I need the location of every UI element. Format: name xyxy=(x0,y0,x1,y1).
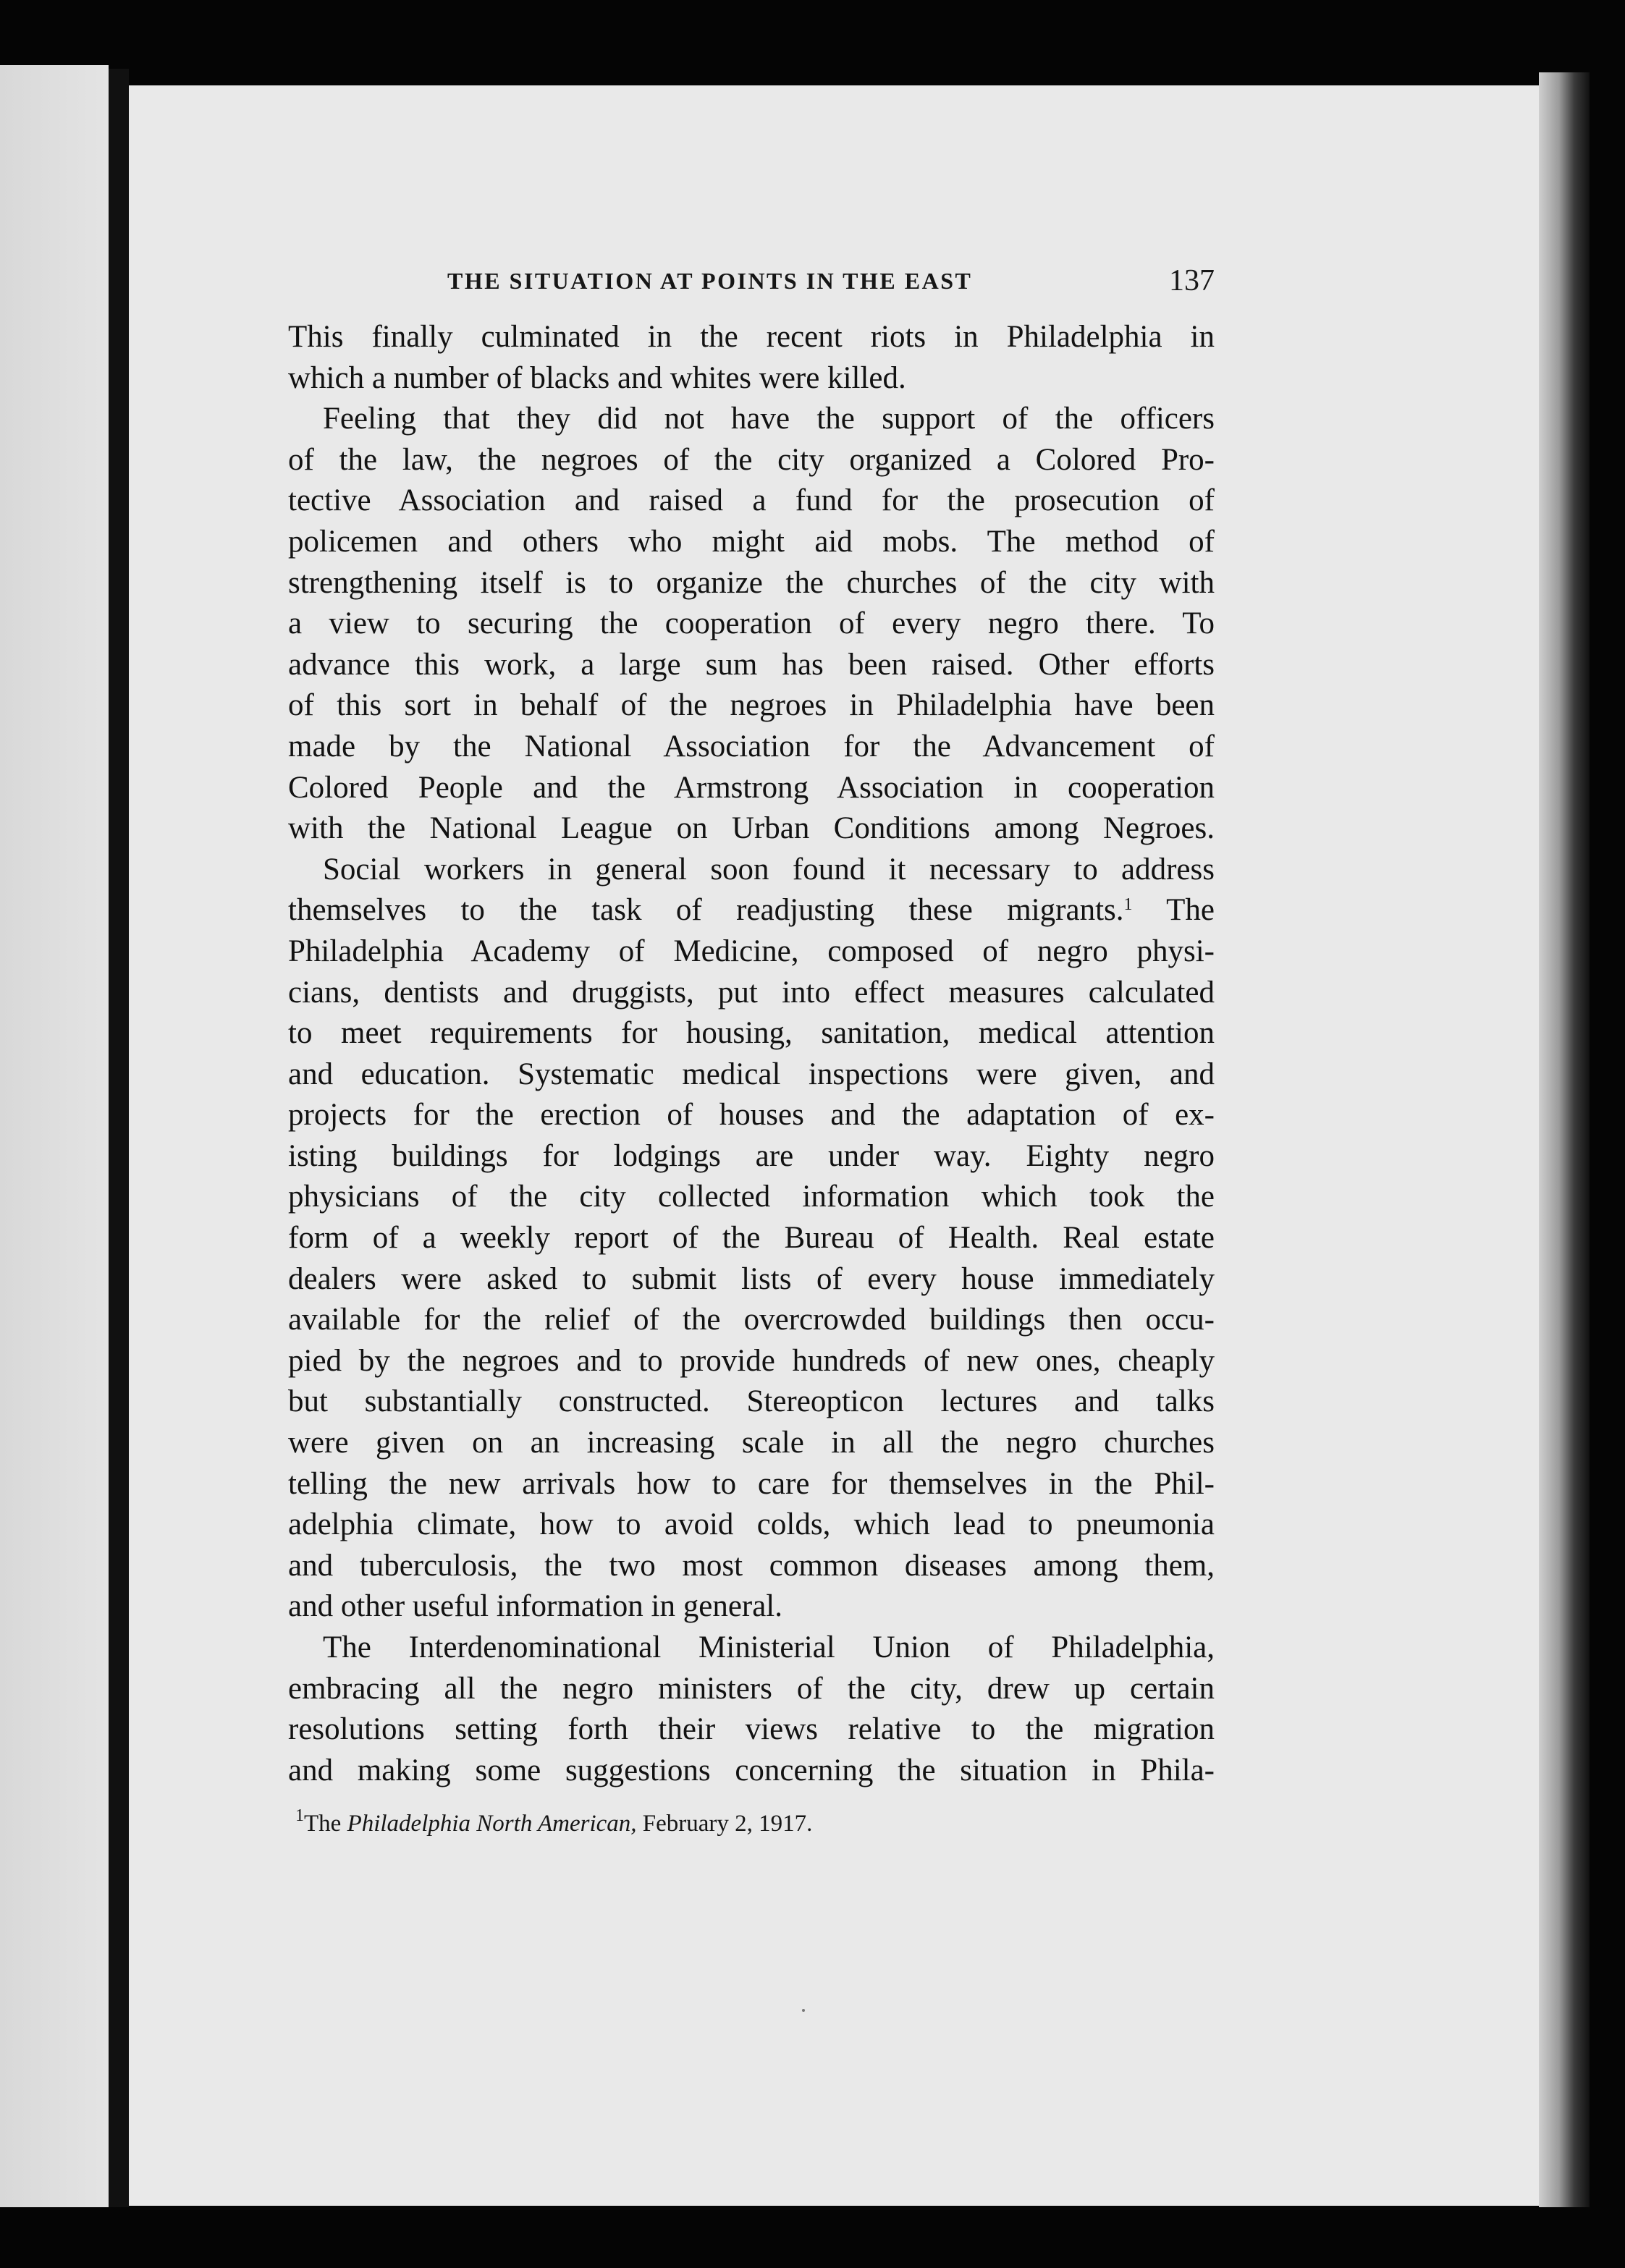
text-line: form of a weekly report of the Bureau of Health. Real estate xyxy=(288,1221,1215,1256)
text-line: The Interdenominational Ministerial Union of Philadelphia, xyxy=(323,1630,1215,1664)
scan-speck xyxy=(802,2009,805,2012)
text-line: pied by the negroes and to provide hundreds of new ones, cheaply xyxy=(288,1343,1215,1378)
footnote-reference: 1 xyxy=(1123,895,1133,915)
page-gutter-shadow xyxy=(109,69,129,2207)
text-line: Philadelphia Academy of Medicine, composed of negro physi- xyxy=(288,934,1215,968)
text-line: adelphia climate, how to avoid colds, which lead to pneumonia xyxy=(288,1507,1215,1542)
text-line: which a number of blacks and whites were killed. xyxy=(288,360,906,395)
text-line: resolutions setting forth their views relative to the migration xyxy=(288,1712,1215,1747)
footnote-marker: 1 xyxy=(295,1806,304,1825)
body-text xyxy=(288,317,1215,1791)
page-number: 137 xyxy=(1169,264,1215,297)
footnote-date: February 2, 1917. xyxy=(636,1811,813,1837)
text-line: with the National League on Urban Conditions among Negroes. xyxy=(288,811,1215,846)
text-line-with-footnote xyxy=(288,890,1215,931)
text-segment: The xyxy=(1166,893,1215,928)
text-line: available for the relief of the overcrowded buildings then occu- xyxy=(288,1303,1215,1337)
text-line: embracing all the negro ministers of the city, drew up certain xyxy=(288,1671,1215,1706)
text-line: and making some suggestions concerning the situation in Phila- xyxy=(288,1753,1215,1787)
text-line: but substantially constructed. Stereopticon lectures and talks xyxy=(288,1384,1215,1419)
text-segment: themselves to the task of readjusting these migrants. xyxy=(288,893,1124,928)
text-line: Colored People and the Armstrong Association in cooperation xyxy=(288,770,1215,805)
text-line: isting buildings for lodgings are under way. Eighty negro xyxy=(288,1138,1215,1173)
text-line: telling the new arrivals how to care for themselves in the Phil- xyxy=(288,1466,1215,1501)
text-line: projects for the erection of houses and the adaptation of ex- xyxy=(288,1098,1215,1133)
text-line: Social workers in general soon found it necessary to address xyxy=(323,852,1215,887)
text-line: a view to securing the cooperation of every negro there. To xyxy=(288,606,1215,641)
text-line: dealers were asked to submit lists of every house immediately xyxy=(288,1261,1215,1296)
facing-page-edge xyxy=(0,65,109,2207)
text-line: policemen and others who might aid mobs. The method of xyxy=(288,524,1215,559)
footnote-prefix: The xyxy=(304,1811,347,1837)
text-line: tective Association and raised a fund for the prosecution of xyxy=(288,483,1215,518)
text-line: and tuberculosis, the two most common diseases among them, xyxy=(288,1548,1215,1583)
book-binding-edge xyxy=(1539,72,1590,2207)
text-line: Feeling that they did not have the support of the officers xyxy=(323,402,1215,436)
text-line: of this sort in behalf of the negroes in Philadelphia have been xyxy=(288,688,1215,723)
text-line: of the law, the negroes of the city organized a Colored Pro- xyxy=(288,442,1215,477)
page-header xyxy=(447,263,1215,307)
footnote xyxy=(295,1806,813,1837)
text-line: This finally culminated in the recent riots in Philadelphia in xyxy=(288,320,1215,354)
text-line: physicians of the city collected information which took the xyxy=(288,1180,1215,1214)
text-line: to meet requirements for housing, sanitation, medical attention xyxy=(288,1016,1215,1051)
text-line: cians, dentists and druggists, put into effect measures calculated xyxy=(288,975,1215,1010)
text-line: were given on an increasing scale in all the negro churches xyxy=(288,1426,1215,1460)
text-line: advance this work, a large sum has been raised. Other efforts xyxy=(288,647,1215,682)
text-line: and other useful information in general. xyxy=(288,1589,783,1624)
text-line: strengthening itself is to organize the churches of the city with xyxy=(288,565,1215,600)
footnote-source-title: Philadelphia North American, xyxy=(347,1811,637,1837)
running-head: THE SITUATION AT POINTS IN THE EAST xyxy=(447,268,973,294)
text-line: and education. Systematic medical inspections were given, and xyxy=(288,1057,1215,1091)
text-line: made by the National Association for the Advancement of xyxy=(288,729,1215,763)
